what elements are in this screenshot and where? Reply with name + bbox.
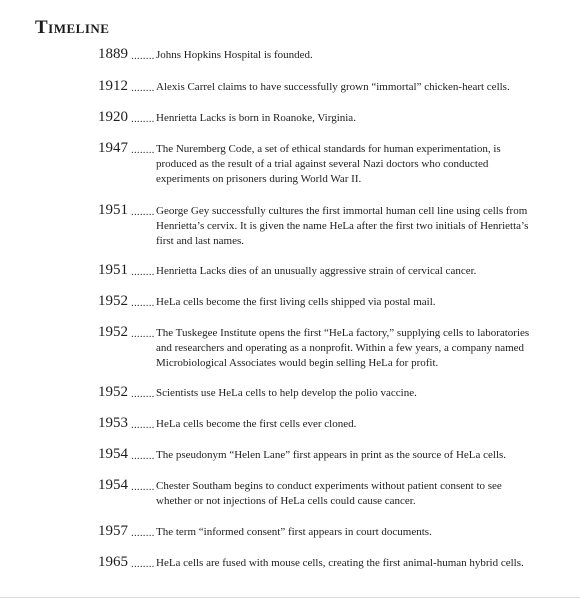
leader-dots: ........ — [131, 113, 155, 125]
leader-dots: ........ — [131, 419, 155, 431]
entry-description: Henrietta Lacks is born in Roanoke, Virginia. — [156, 112, 356, 124]
entry-description: HeLa cells become the first cells ever cloned. — [156, 418, 357, 430]
leader-dots: ........ — [131, 481, 155, 493]
leader-dots: ........ — [131, 450, 155, 462]
entry-year: 1889 — [98, 46, 128, 62]
leader-dots: ........ — [131, 328, 155, 340]
page-title: Timeline — [35, 17, 110, 38]
entry-year: 1952 — [98, 293, 128, 309]
leader-dots: ........ — [131, 527, 155, 539]
entry-description: The pseudonym “Helen Lane” first appears in print as the source of HeLa cells. — [156, 449, 507, 461]
entry-description: Chester Southam begins to conduct experiments without patient consent to see whether or not injections of HeLa cells could cause cancer. — [156, 480, 502, 507]
entry-year: 1951 — [98, 202, 128, 218]
entry-description: The Nuremberg Code, a set of ethical standards for human experimentation, is produced as the result of a trial against several Nazi doctors who conducted experiments on prisoners during World War II. — [156, 143, 501, 185]
page-bottom-divider — [0, 597, 580, 598]
entry-year: 1952 — [98, 384, 128, 400]
leader-dots: ........ — [131, 82, 155, 94]
entry-year: 1947 — [98, 140, 128, 156]
entry-description: George Gey successfully cultures the first immortal human cell line using cells from Henrietta’s cervix. It is given the name HeLa after the first two initials of Henrietta’s first and last names. — [156, 205, 529, 247]
entry-description: The term “informed consent” first appears in court documents. — [156, 526, 432, 538]
leader-dots: ........ — [131, 206, 155, 218]
entry-year: 1965 — [98, 554, 128, 570]
entry-year: 1920 — [98, 109, 128, 125]
leader-dots: ........ — [131, 558, 155, 570]
entry-description: Alexis Carrel claims to have successfully grown “immortal” chicken-heart cells. — [156, 81, 510, 93]
leader-dots: ........ — [131, 388, 155, 400]
entry-year: 1953 — [98, 415, 128, 431]
leader-dots: ........ — [131, 50, 155, 62]
leader-dots: ........ — [131, 297, 155, 309]
entry-description: Scientists use HeLa cells to help develop the polio vaccine. — [156, 387, 417, 399]
entry-year: 1912 — [98, 78, 128, 94]
entry-year: 1954 — [98, 446, 128, 462]
entry-year: 1957 — [98, 523, 128, 539]
leader-dots: ........ — [131, 144, 155, 156]
entry-description: Henrietta Lacks dies of an unusually aggressive strain of cervical cancer. — [156, 265, 477, 277]
entry-description: HeLa cells are fused with mouse cells, creating the first animal-human hybrid cells. — [156, 557, 524, 569]
entry-description: HeLa cells become the first living cells shipped via postal mail. — [156, 296, 436, 308]
leader-dots: ........ — [131, 266, 155, 278]
entry-year: 1954 — [98, 477, 128, 493]
entry-year: 1951 — [98, 262, 128, 278]
entry-description: The Tuskegee Institute opens the first “HeLa factory,” supplying cells to laboratories and researchers and operating as a nonprofit. Within a few years, a company named Microbiological Associates would begin selling HeLa for profit. — [156, 327, 530, 369]
entry-year: 1952 — [98, 324, 128, 340]
entry-description: Johns Hopkins Hospital is founded. — [156, 49, 313, 61]
